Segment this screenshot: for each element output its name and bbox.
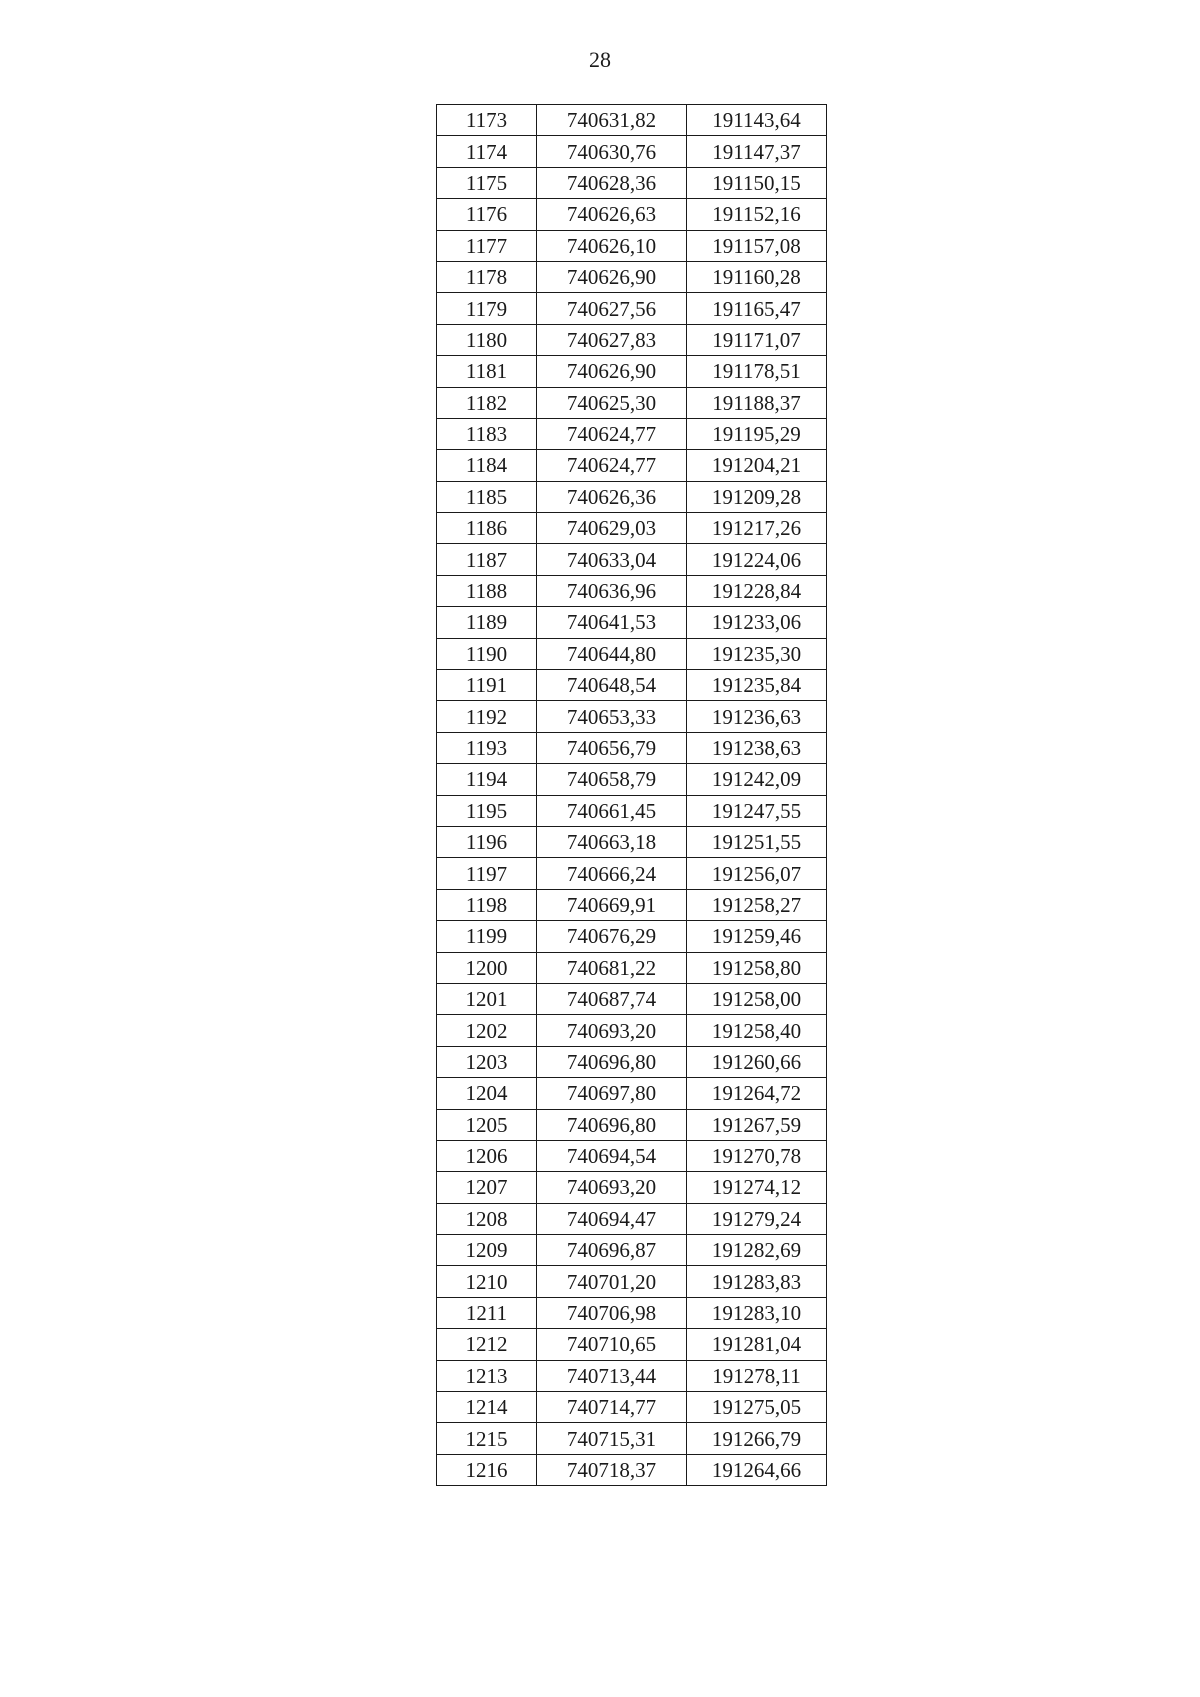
y-coordinate-cell: 191258,80 bbox=[687, 952, 827, 983]
point-number-cell: 1175 bbox=[437, 167, 537, 198]
x-coordinate-cell: 740624,77 bbox=[537, 418, 687, 449]
table-row bbox=[437, 356, 827, 387]
point-number-cell: 1186 bbox=[437, 513, 537, 544]
x-coordinate-cell: 740710,65 bbox=[537, 1329, 687, 1360]
point-number-cell: 1188 bbox=[437, 575, 537, 606]
x-coordinate-cell: 740697,80 bbox=[537, 1078, 687, 1109]
table-row bbox=[437, 1297, 827, 1328]
point-number-cell: 1202 bbox=[437, 1015, 537, 1046]
table-row bbox=[437, 1203, 827, 1234]
table-row bbox=[437, 199, 827, 230]
y-coordinate-cell: 191283,83 bbox=[687, 1266, 827, 1297]
x-coordinate-cell: 740626,90 bbox=[537, 356, 687, 387]
table-row bbox=[437, 105, 827, 136]
point-number-cell: 1178 bbox=[437, 261, 537, 292]
point-number-cell: 1174 bbox=[437, 136, 537, 167]
x-coordinate-cell: 740669,91 bbox=[537, 889, 687, 920]
x-coordinate-cell: 740626,36 bbox=[537, 481, 687, 512]
y-coordinate-cell: 191258,27 bbox=[687, 889, 827, 920]
x-coordinate-cell: 740653,33 bbox=[537, 701, 687, 732]
table-row bbox=[437, 1046, 827, 1077]
x-coordinate-cell: 740718,37 bbox=[537, 1454, 687, 1485]
y-coordinate-cell: 191233,06 bbox=[687, 607, 827, 638]
x-coordinate-cell: 740627,83 bbox=[537, 324, 687, 355]
table-row bbox=[437, 889, 827, 920]
point-number-cell: 1207 bbox=[437, 1172, 537, 1203]
x-coordinate-cell: 740626,63 bbox=[537, 199, 687, 230]
point-number-cell: 1196 bbox=[437, 826, 537, 857]
y-coordinate-cell: 191143,64 bbox=[687, 105, 827, 136]
point-number-cell: 1173 bbox=[437, 105, 537, 136]
y-coordinate-cell: 191195,29 bbox=[687, 418, 827, 449]
point-number-cell: 1198 bbox=[437, 889, 537, 920]
table-row bbox=[437, 1329, 827, 1360]
x-coordinate-cell: 740696,80 bbox=[537, 1046, 687, 1077]
x-coordinate-cell: 740663,18 bbox=[537, 826, 687, 857]
table-row bbox=[437, 1454, 827, 1485]
table-row bbox=[437, 1360, 827, 1391]
y-coordinate-cell: 191157,08 bbox=[687, 230, 827, 261]
point-number-cell: 1180 bbox=[437, 324, 537, 355]
x-coordinate-cell: 740666,24 bbox=[537, 858, 687, 889]
point-number-cell: 1181 bbox=[437, 356, 537, 387]
y-coordinate-cell: 191209,28 bbox=[687, 481, 827, 512]
point-number-cell: 1213 bbox=[437, 1360, 537, 1391]
x-coordinate-cell: 740658,79 bbox=[537, 764, 687, 795]
page-number: 28 bbox=[589, 47, 611, 72]
table-row bbox=[437, 983, 827, 1014]
table-row bbox=[437, 136, 827, 167]
point-number-cell: 1179 bbox=[437, 293, 537, 324]
y-coordinate-cell: 191224,06 bbox=[687, 544, 827, 575]
y-coordinate-cell: 191256,07 bbox=[687, 858, 827, 889]
point-number-cell: 1210 bbox=[437, 1266, 537, 1297]
point-number-cell: 1190 bbox=[437, 638, 537, 669]
table-row bbox=[437, 1172, 827, 1203]
table-row bbox=[437, 638, 827, 669]
point-number-cell: 1205 bbox=[437, 1109, 537, 1140]
point-number-cell: 1177 bbox=[437, 230, 537, 261]
y-coordinate-cell: 191160,28 bbox=[687, 261, 827, 292]
y-coordinate-cell: 191228,84 bbox=[687, 575, 827, 606]
x-coordinate-cell: 740627,56 bbox=[537, 293, 687, 324]
point-number-cell: 1203 bbox=[437, 1046, 537, 1077]
point-number-cell: 1194 bbox=[437, 764, 537, 795]
point-number-cell: 1183 bbox=[437, 418, 537, 449]
table-row bbox=[437, 230, 827, 261]
y-coordinate-cell: 191275,05 bbox=[687, 1392, 827, 1423]
table-row bbox=[437, 450, 827, 481]
point-number-cell: 1191 bbox=[437, 670, 537, 701]
point-number-cell: 1185 bbox=[437, 481, 537, 512]
x-coordinate-cell: 740693,20 bbox=[537, 1015, 687, 1046]
x-coordinate-cell: 740656,79 bbox=[537, 732, 687, 763]
y-coordinate-cell: 191217,26 bbox=[687, 513, 827, 544]
table-row bbox=[437, 418, 827, 449]
x-coordinate-cell: 740624,77 bbox=[537, 450, 687, 481]
y-coordinate-cell: 191259,46 bbox=[687, 921, 827, 952]
y-coordinate-cell: 191242,09 bbox=[687, 764, 827, 795]
table-row bbox=[437, 1140, 827, 1171]
table-row bbox=[437, 701, 827, 732]
y-coordinate-cell: 191264,72 bbox=[687, 1078, 827, 1109]
x-coordinate-cell: 740713,44 bbox=[537, 1360, 687, 1391]
y-coordinate-cell: 191235,30 bbox=[687, 638, 827, 669]
point-number-cell: 1200 bbox=[437, 952, 537, 983]
table-row bbox=[437, 387, 827, 418]
table-row bbox=[437, 513, 827, 544]
point-number-cell: 1193 bbox=[437, 732, 537, 763]
point-number-cell: 1208 bbox=[437, 1203, 537, 1234]
point-number-cell: 1176 bbox=[437, 199, 537, 230]
point-number-cell: 1199 bbox=[437, 921, 537, 952]
x-coordinate-cell: 740648,54 bbox=[537, 670, 687, 701]
x-coordinate-cell: 740629,03 bbox=[537, 513, 687, 544]
x-coordinate-cell: 740625,30 bbox=[537, 387, 687, 418]
x-coordinate-cell: 740701,20 bbox=[537, 1266, 687, 1297]
y-coordinate-cell: 191264,66 bbox=[687, 1454, 827, 1485]
table-row bbox=[437, 1392, 827, 1423]
x-coordinate-cell: 740641,53 bbox=[537, 607, 687, 638]
y-coordinate-cell: 191267,59 bbox=[687, 1109, 827, 1140]
y-coordinate-cell: 191258,40 bbox=[687, 1015, 827, 1046]
x-coordinate-cell: 740631,82 bbox=[537, 105, 687, 136]
table-row bbox=[437, 544, 827, 575]
table-row bbox=[437, 670, 827, 701]
point-number-cell: 1195 bbox=[437, 795, 537, 826]
y-coordinate-cell: 191171,07 bbox=[687, 324, 827, 355]
x-coordinate-cell: 740636,96 bbox=[537, 575, 687, 606]
y-coordinate-cell: 191278,11 bbox=[687, 1360, 827, 1391]
x-coordinate-cell: 740626,10 bbox=[537, 230, 687, 261]
table-row bbox=[437, 575, 827, 606]
y-coordinate-cell: 191165,47 bbox=[687, 293, 827, 324]
x-coordinate-cell: 740696,87 bbox=[537, 1235, 687, 1266]
table-row bbox=[437, 795, 827, 826]
x-coordinate-cell: 740687,74 bbox=[537, 983, 687, 1014]
x-coordinate-cell: 740696,80 bbox=[537, 1109, 687, 1140]
y-coordinate-cell: 191238,63 bbox=[687, 732, 827, 763]
y-coordinate-cell: 191150,15 bbox=[687, 167, 827, 198]
point-number-cell: 1216 bbox=[437, 1454, 537, 1485]
point-number-cell: 1209 bbox=[437, 1235, 537, 1266]
table-row bbox=[437, 607, 827, 638]
table-row bbox=[437, 764, 827, 795]
y-coordinate-cell: 191274,12 bbox=[687, 1172, 827, 1203]
y-coordinate-cell: 191282,69 bbox=[687, 1235, 827, 1266]
x-coordinate-cell: 740633,04 bbox=[537, 544, 687, 575]
y-coordinate-cell: 191152,16 bbox=[687, 199, 827, 230]
point-number-cell: 1201 bbox=[437, 983, 537, 1014]
point-number-cell: 1197 bbox=[437, 858, 537, 889]
y-coordinate-cell: 191281,04 bbox=[687, 1329, 827, 1360]
x-coordinate-cell: 740693,20 bbox=[537, 1172, 687, 1203]
y-coordinate-cell: 191266,79 bbox=[687, 1423, 827, 1454]
table-row bbox=[437, 261, 827, 292]
y-coordinate-cell: 191147,37 bbox=[687, 136, 827, 167]
x-coordinate-cell: 740681,22 bbox=[537, 952, 687, 983]
table-row bbox=[437, 1015, 827, 1046]
x-coordinate-cell: 740706,98 bbox=[537, 1297, 687, 1328]
x-coordinate-cell: 740676,29 bbox=[537, 921, 687, 952]
y-coordinate-cell: 191260,66 bbox=[687, 1046, 827, 1077]
x-coordinate-cell: 740714,77 bbox=[537, 1392, 687, 1423]
table-row bbox=[437, 1078, 827, 1109]
point-number-cell: 1187 bbox=[437, 544, 537, 575]
table-row bbox=[437, 921, 827, 952]
table-row bbox=[437, 858, 827, 889]
x-coordinate-cell: 740694,47 bbox=[537, 1203, 687, 1234]
point-number-cell: 1189 bbox=[437, 607, 537, 638]
point-number-cell: 1204 bbox=[437, 1078, 537, 1109]
table-row bbox=[437, 1423, 827, 1454]
coordinates-table-body bbox=[437, 105, 827, 1486]
x-coordinate-cell: 740628,36 bbox=[537, 167, 687, 198]
x-coordinate-cell: 740630,76 bbox=[537, 136, 687, 167]
point-number-cell: 1206 bbox=[437, 1140, 537, 1171]
point-number-cell: 1192 bbox=[437, 701, 537, 732]
x-coordinate-cell: 740694,54 bbox=[537, 1140, 687, 1171]
y-coordinate-cell: 191270,78 bbox=[687, 1140, 827, 1171]
x-coordinate-cell: 740715,31 bbox=[537, 1423, 687, 1454]
y-coordinate-cell: 191247,55 bbox=[687, 795, 827, 826]
table-row bbox=[437, 952, 827, 983]
point-number-cell: 1211 bbox=[437, 1297, 537, 1328]
table-row bbox=[437, 1109, 827, 1140]
y-coordinate-cell: 191178,51 bbox=[687, 356, 827, 387]
table-row bbox=[437, 324, 827, 355]
table-row bbox=[437, 293, 827, 324]
y-coordinate-cell: 191236,63 bbox=[687, 701, 827, 732]
coordinates-table bbox=[436, 104, 827, 1486]
y-coordinate-cell: 191251,55 bbox=[687, 826, 827, 857]
point-number-cell: 1182 bbox=[437, 387, 537, 418]
y-coordinate-cell: 191283,10 bbox=[687, 1297, 827, 1328]
table-row bbox=[437, 481, 827, 512]
table-row bbox=[437, 1235, 827, 1266]
y-coordinate-cell: 191235,84 bbox=[687, 670, 827, 701]
point-number-cell: 1214 bbox=[437, 1392, 537, 1423]
y-coordinate-cell: 191204,21 bbox=[687, 450, 827, 481]
y-coordinate-cell: 191188,37 bbox=[687, 387, 827, 418]
point-number-cell: 1184 bbox=[437, 450, 537, 481]
point-number-cell: 1212 bbox=[437, 1329, 537, 1360]
table-row bbox=[437, 826, 827, 857]
point-number-cell: 1215 bbox=[437, 1423, 537, 1454]
x-coordinate-cell: 740626,90 bbox=[537, 261, 687, 292]
table-row bbox=[437, 732, 827, 763]
y-coordinate-cell: 191279,24 bbox=[687, 1203, 827, 1234]
table-row bbox=[437, 1266, 827, 1297]
x-coordinate-cell: 740644,80 bbox=[537, 638, 687, 669]
y-coordinate-cell: 191258,00 bbox=[687, 983, 827, 1014]
x-coordinate-cell: 740661,45 bbox=[537, 795, 687, 826]
table-row bbox=[437, 167, 827, 198]
